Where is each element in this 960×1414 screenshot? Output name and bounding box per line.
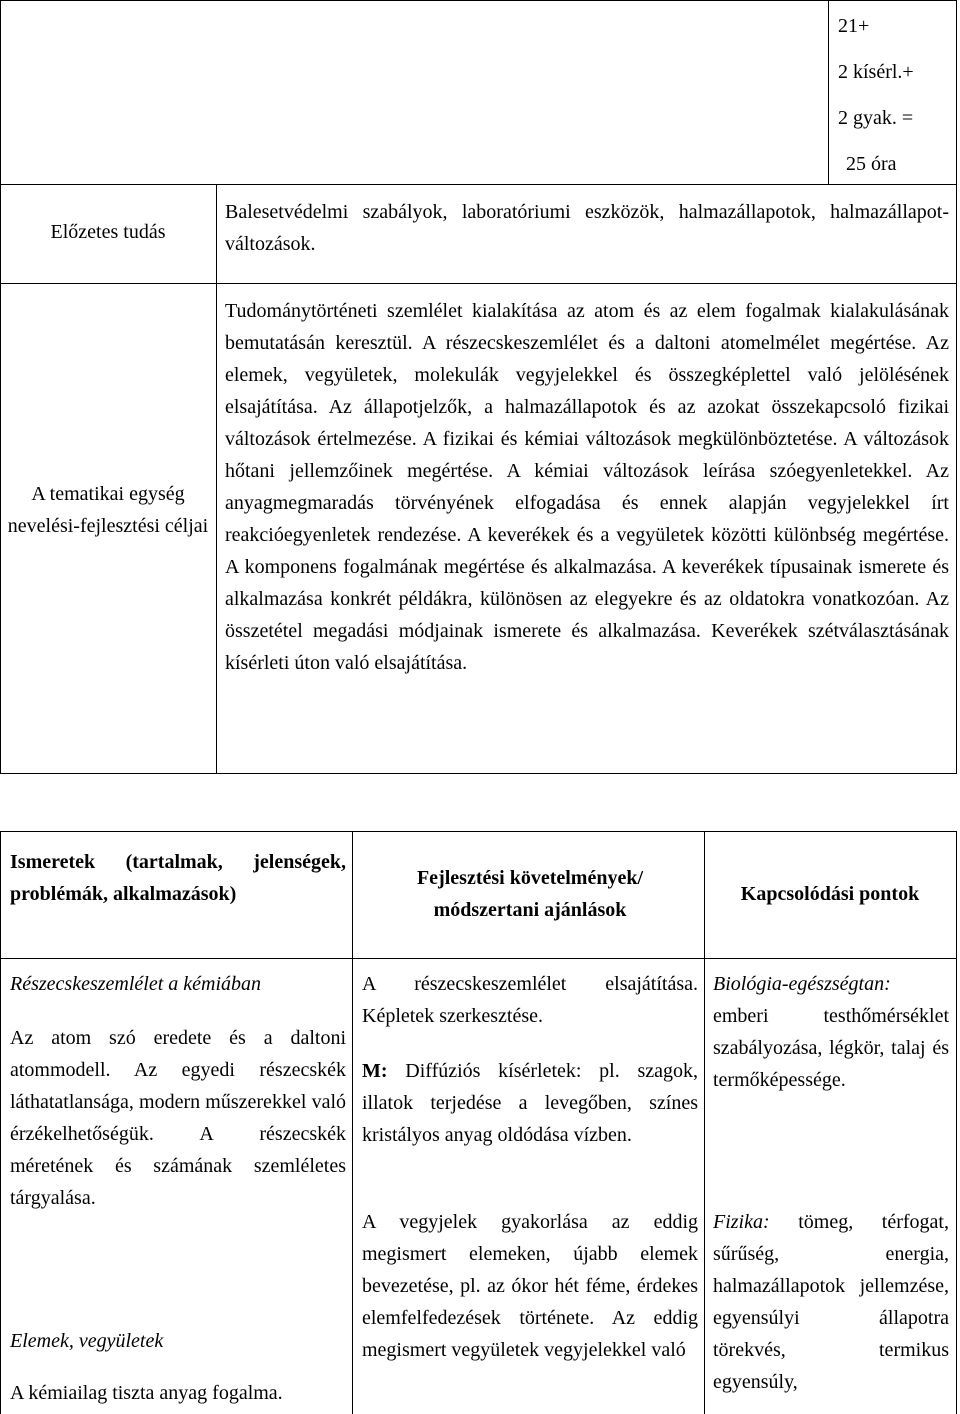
method-label: M:	[362, 1060, 388, 1082]
table-border	[704, 831, 705, 1414]
table-border	[0, 283, 957, 284]
section-title-particles: Részecskeszemlélet a kémiában	[10, 973, 262, 995]
biology-label: Biológia-egészségtan:	[713, 973, 891, 995]
requirement-para-2	[362, 1055, 698, 1151]
table-border	[352, 831, 353, 1414]
goals-text: Tudománytörténeti szemlélet kialakítása az atom és az elem fogalmak kialakulásának bemutatásán keresztül. A részecskeszemlélet és a daltoni atomelmélet megértése. Az elemek, vegyületek, molekulák vegyjelekkel és összegképlettel való jelölésének elsajátítása. Az állapotjelzők, a halmazállapotok és az azokat összekapcsoló fizikai változások értelmezése. A fizikai és kémiai változások megkülönböztetése. A változások hőtani jellemzőinek megértése. A kémiai változások leírása szóegyenletekkel. Az anyagmegmaradás törvényének elfogadása és ennek alapján vegyjelekkel írt reakcióegyenletek rendezése. A keverékek és a vegyületek közötti különbség megértése. A komponens fogalmának megértése és alkalmazása. A keverékek típusainak ismerete és alkalmazása konkrét példákra, különösen az elegyekre és az oldatokra vonatkozóan. Az összetétel megadási módjainak ismerete és alkalmazása. Keverékek szétválasztásának kísérleti úton való elsajátítása.	[225, 300, 949, 674]
table-border	[0, 184, 957, 185]
goals-label: A tematikai egység nevelési-fejlesztési céljai	[7, 483, 209, 537]
table-border	[0, 0, 1, 184]
table-border	[0, 831, 1, 1414]
method-text: Diffúziós kísérletek: pl. szagok, illatok terjedése a levegőben, színes kristályos anyag oldódása vízben.	[362, 1060, 698, 1146]
section-title-elements: Elemek, vegyületek	[10, 1330, 164, 1352]
connection-biology	[713, 968, 949, 1096]
hours-line-1: 21+	[838, 15, 870, 37]
table-border	[0, 773, 957, 774]
biology-text: emberi testhőmérséklet szabályozása, légkör, talaj és termőképessége.	[713, 1005, 949, 1091]
connection-physics	[713, 1206, 949, 1398]
hours-line-2: 2 kísérl.+	[838, 61, 914, 83]
table-border	[0, 831, 957, 832]
prior-knowledge-text: Balesetvédelmi szabályok, laboratóriumi eszközök, halmazállapotok, halmazállapot-változások.	[225, 201, 949, 255]
hours-total: 25 óra	[846, 153, 897, 175]
section-text-elements: A kémiailag tiszta anyag fogalma.	[10, 1382, 283, 1404]
requirement-para-3: A vegyjelek gyakorlása az eddig megismert elemeken, újabb elemek bevezetése, pl. az ókor hét féme, érdekes elemfelfedezések története. Az eddig megismert vegyületek vegyjelekkel való	[362, 1211, 698, 1361]
prior-knowledge-label: Előzetes tudás	[50, 221, 166, 243]
section-text-particles: Az atom szó eredete és a daltoni atommodell. Az egyedi részecskék láthatatlansága, modern műszerekkel való érzékelhetőségük. A részecskék méretének és számának szemléletes tárgyalása.	[10, 1027, 346, 1209]
table-border	[0, 0, 957, 1]
table-border	[956, 831, 957, 1414]
hours-line-3: 2 gyak. =	[838, 107, 914, 129]
header-requirements: Fejlesztési követelmények/ módszertani ajánlások	[416, 867, 644, 921]
table-border	[828, 0, 829, 184]
table-border	[956, 0, 957, 774]
table-border	[0, 958, 957, 959]
physics-text: tömeg, térfogat, sűrűség, energia, halmazállapotok jellemzése, egyensúlyi állapotra törekvés, termikus egyensúly,	[713, 1211, 949, 1393]
table-border	[216, 184, 217, 774]
physics-label: Fizika:	[713, 1211, 770, 1233]
hours-cell	[838, 3, 914, 187]
requirement-para-1: A részecskeszemlélet elsajátítása. Képletek szerkesztése.	[362, 973, 698, 1027]
header-connections: Kapcsolódási pontok	[740, 883, 920, 905]
header-contents: Ismeretek (tartalmak, jelenségek, problémák, alkalmazások)	[10, 851, 346, 905]
